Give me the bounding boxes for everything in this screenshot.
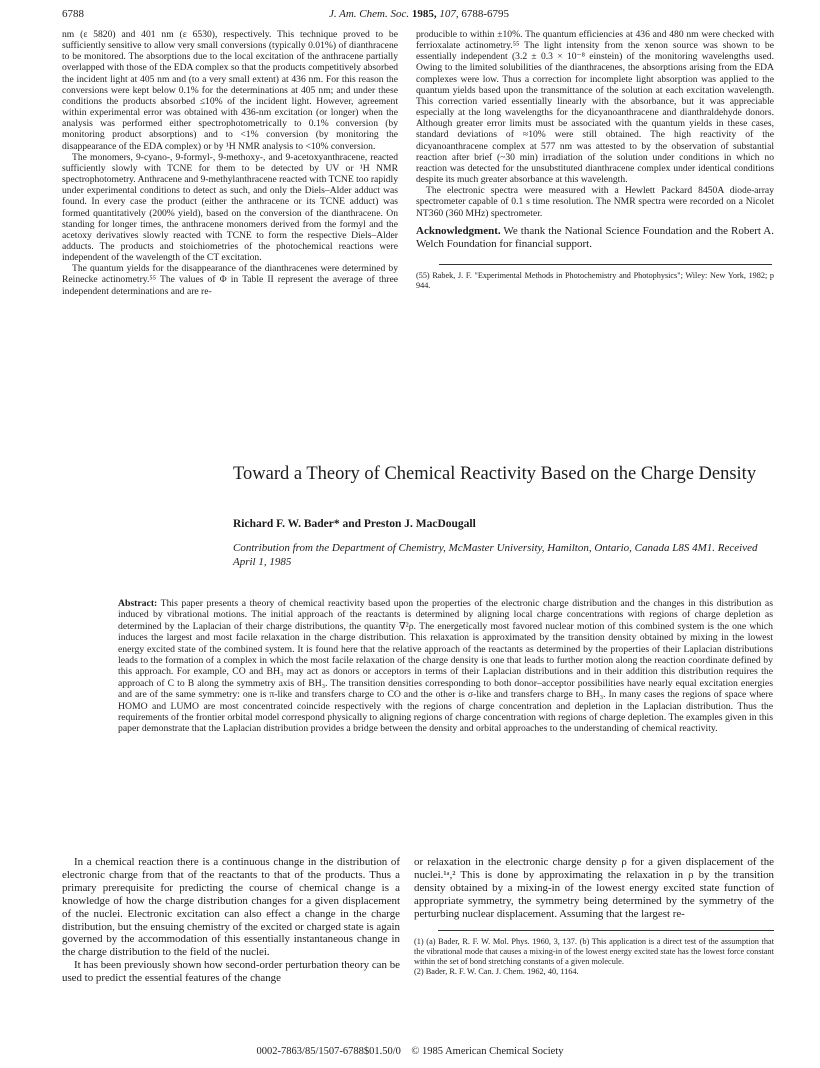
prev-paragraph: The quantum yields for the disappearance of the dianthracenes were determined by Reinecke actinometry.⁵⁵ The values of Φ in Table II represent the average of three independent determinations and are re-	[62, 263, 398, 297]
footnote-divider	[439, 264, 772, 265]
body-paragraph: or relaxation in the electronic charge density ρ for a given displacement of the nuclei.¹ᵃ,² This is done by approximating the relaxation in ρ by the transition density obtained by a mixing-in of the lowest energy excited state function of appropriate symmetry, the symmetry being determined by the symmetry of the perturbing nuclear displacement. Assuming that the largest re-	[414, 856, 774, 920]
footer-code: 0002-7863/85/1507-6788$01.50/0	[256, 1046, 401, 1057]
body-paragraph: In a chemical reaction there is a continuous change in the distribution of electronic charge from that of the reactants to that of the products. Thus a primary prerequisite for predicting the course of chemical change is a knowledge of how the charge distribution changes for a given displacement of the nuclei. Electronic excitation can also effect a change in the charge distribution, but the ensuing chemistry of the excited or charged state is again governed by the accommodation of this essentially instantaneous change in the charge distribution to the field of the nuclei.	[62, 856, 400, 959]
prev-paragraph: The monomers, 9-cyano-, 9-formyl-, 9-methoxy-, and 9-acetoxyanthracene, reacted sufficiently slowly with TCNE for them to be detected by UV or ¹H NMR spectrophotometry. Anthracene and 9-methylanthracene reacted with TCNE too rapidly under experimental conditions to detect as such, and only the Diels–Alder adduct was found. In every case the product (either the anthracene or its TCNE adduct) was formed quantitatively (200% yield), based on the conversion of the dianthracene. On standing for longer times, the anthracene monomers derived from the formyl and the acetoxy derivatives slowly reacted with TCNE to form the respective Diels–Alder adducts. The products and stoichiometries of the photochemical reactions were independent of the wavelength of the CT excitation.	[62, 151, 398, 264]
previous-article-left-column	[62, 29, 398, 297]
acknowledgment-heading: Acknowledgment.	[416, 224, 501, 237]
journal-volume: 107,	[439, 8, 459, 20]
journal-year: 1985,	[411, 8, 437, 20]
journal-name: J. Am. Chem. Soc.	[328, 8, 410, 20]
journal-pages: 6788-6795	[461, 8, 510, 20]
footnote: (2) Bader, R. F. W. Can. J. Chem. 1962, 40, 1164.	[414, 966, 579, 976]
footer-copyright: © 1985 American Chemical Society	[411, 1046, 564, 1057]
page-number: 6788	[62, 8, 84, 20]
body-paragraph: It has been previously shown how second-order perturbation theory can be used to predict the essential features of the change	[62, 959, 400, 985]
prev-paragraph: The electronic spectra were measured with a Hewlett Packard 8450A diode-array spectrometer capable of 0.1 s time resolution. The NMR spectra were recorded on a Nicolet NT360 (360 MHz) spectrometer.	[416, 185, 774, 219]
article-affiliation: Contribution from the Department of Chemistry, McMaster University, Hamilton, Ontario, Canada L8S 4M1. Received April 1, 1985	[233, 542, 758, 568]
footnote-divider	[438, 930, 774, 931]
acknowledgment	[416, 225, 774, 251]
footnote: (1) (a) Bader, R. F. W. Mol. Phys. 1960, 3, 137. (b) This application is a direct test of the assumption that the vibrational mode that causes a mixing-in of the lowest energy excited state has the lowest force constant within the set of bond stretching constants of a given molecule.	[414, 936, 774, 966]
prev-paragraph: nm (ε 5820) and 401 nm (ε 6530), respectively. This technique proved to be sufficiently sensitive to allow very small conversions (typically 0.01%) of dianthracene to be monitored. The absorptions due to the local excitation of the anthracene partially overlapped with those of the EDA complex so that the products competitively absorbed the incident light at 405 nm and (to a very small extent) at 436 nm. For this reason the conversions were kept below 0.1% for the determinations at 405 nm; and under these conditions the products absorbed ≤10% of the incident light. However, agreement within experimental error was obtained with 436-nm excitation (or longer) when the analysis was performed either spectrophotometrically to 0.1% conversion (by monitoring product absorptions) and to <1% conversion (by monitoring the disappearance of the EDA complex) or by ¹H NMR analysis to <10% conversion.	[62, 29, 398, 152]
abstract-label: Abstract:	[118, 598, 158, 609]
page-footer	[0, 1046, 820, 1057]
journal-citation	[62, 8, 776, 20]
footnote: (55) Rabek, J. F. "Experimental Methods in Photochemistry and Photophysics"; Wiley: New York, 1982; p 944.	[416, 270, 774, 290]
body-left-column	[62, 856, 400, 985]
article-authors: Richard F. W. Bader* and Preston J. MacDougall	[233, 518, 476, 530]
body-right-column	[414, 856, 774, 977]
acknowledgment-text: We thank the National Science Foundation and the Robert A. Welch Foundation for financial support.	[416, 224, 774, 250]
article-title: Toward a Theory of Chemical Reactivity Based on the Charge Density	[233, 464, 757, 484]
abstract	[118, 598, 773, 735]
previous-article-right-column	[416, 29, 774, 291]
abstract-text: This paper presents a theory of chemical reactivity based upon the properties of the electronic charge distribution and the changes in this distribution as induced by vibrational motions. The initial approach of the reactants is determined by aligning local charge concentrations with regions of charge depletion as determined by the Laplacian of their charge distributions, the quantity ∇²ρ. The energetically most favored nuclear motion of this combined system is the one which induces the largest and most facile relaxation in the charge distribution. This relaxation is approximated by the transition density obtained by mixing in the lowest energy excited state of the combined system. It is found here that the relative approach of the reactants as determined by the properties of their Laplacian distributions leads to the formation of a complex in which the most facile relaxation of the charge density is one that leads to further motion along the reaction coordinate defined by this approach. For example, CO and BH₃ may act as donors or acceptors in terms of their Laplacian distributions and in their addition this distribution requires the approach of C to B along the symmetry axis of BH₃. The transition densities corresponding to both donor–acceptor possibilities have nearly equal excitation energies and are of the same symmetry: one is π-like and transfers charge to CO and the other is σ-like and transfers charge to BH₃. In many cases the regions of space where HOMO and LUMO are most concentrated coincide respectively with the regions of charge concentration and depletion in the Laplacian distribution. Thus the requirements of the frontier orbital model correspond physically to aligning regions of charge concentration with regions of charge depletion. The examples given in this paper demonstrate that the Laplacian distribution provides a bridge between the density and orbital approaches to the understanding of chemical reactivity.	[118, 598, 773, 735]
running-header	[62, 8, 776, 24]
prev-paragraph: producible to within ±10%. The quantum efficiencies at 436 and 480 nm were checked with ferrioxalate actinometry.⁵⁵ The light intensity from the xenon source was shown to be essentially independent (3.2 ± 0.3 × 10⁻⁸ einstein) of the monitoring wavelengths used. Owing to the limited solubilities of the dianthracenes, the absorptions arising from the EDA complexes were low. Thus a correction for incomplete light absorption was applied to the quantum yields based upon the transmittance of the solution at each excitation wavelength. This correction varied essentially linearly with the absorbance, but it was appreciable especially at the long wavelengths for the dicyanoanthracene and dianthraldehyde donors. Although greater error limits must be associated with the quantum yields in these cases, standard deviations of ≈10% were still obtained. The high reactivity of the dicyanoanthracene complex at 577 nm was attested to by the observation of substantial reaction after brief (~30 min) irradiation of the solution under conditions in which no reaction was detected for the unsubstituted dianthracene complex under identical conditions despite its much greater absorbance at this wavelength.	[416, 29, 774, 186]
